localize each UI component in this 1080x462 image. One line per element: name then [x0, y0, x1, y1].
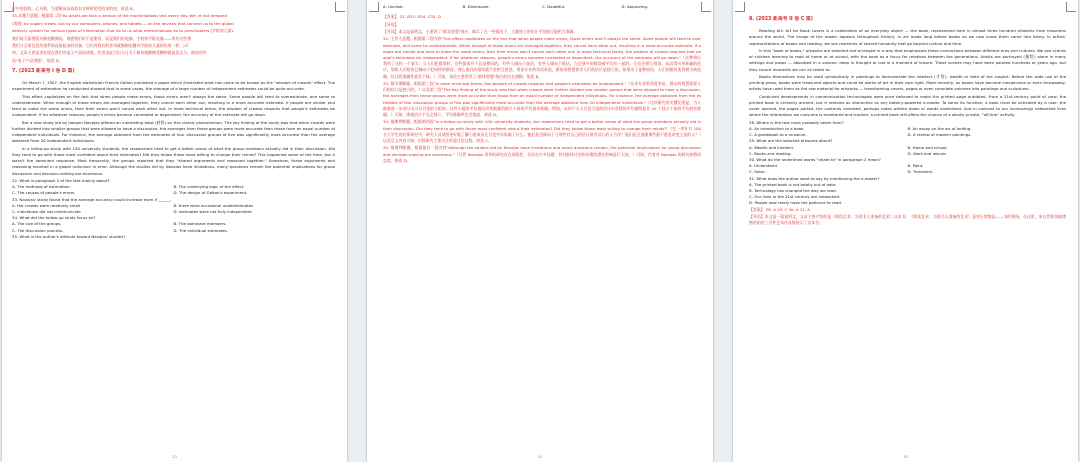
text-line: delivery system for various types of information that do to us what marshmallows do to preschoolers (学龄前儿童). — [12, 28, 235, 34]
crop-mark — [701, 2, 711, 12]
document-page-3 — [733, 0, 1078, 462]
analysis-paragraph: 33. 细节理解题。根据第三段"In more technical terms, the wisdom of crowds requires that people's estimates be independent."（从更专业的角度来说，群众的智慧需要人们的估计是独立的。）以及第三段"The key finding of the study was that when crowds were further divided into smaller groups that were allowed to have a discussion, the averages from these groups were more accurate than those from an equal number of independent individuals. For instance, the average obtained from the estimates of four discussion groups of five was significantly more accurate than the average obtained from 20 independent individuals."（这项研究的关键发现是，当人群被进一步划分为可以讨论的小组时，这些小组的平均值比同等数量的独立个体的平均值更准确。例如，从四个五人讨论小组的估计中获得的平均值明显比 20 个独立个体的平均值更准确。）可知，即使估计不完全独立，平均准确率也会提高，故选 D。 — [383, 80, 703, 117]
option: B. Home and school. — [907, 144, 948, 150]
question-29 — [749, 138, 1066, 157]
option: B. An essay on the art of writing. — [907, 126, 972, 131]
text-line: 我们每天都要面对棉花糖测试。诱惑我们的不是甜食，而是我们的电脑、手机和平板电脑——所有这些将 — [12, 35, 191, 41]
analysis-paragraph: 32. 主旨大意题。根据第二段内容"This effect capitalizes on the fact that when people make errors, those errors aren't always the same. Some people will tend to overestimate, and some to underestimate. When enough of these errors are averaged together, they cancel each other out, resulting in a more accurate estimate. If people are similar and tend to make the same errors, then their errors won't cancel each other out. In more technical terms, the wisdom of crowds requires that people's estimates be independent. If for whatever reasons, people's errors become correlated or dependent, the accuracy of the estimate will go down."（这种效应利用了这样一个事实：当人们犯错误时，这些错误并不总是相同的。有些人倾向于高估，有些人倾向于低估。当足够多的错误被平均在一起时，它们会相互抵消，从而得出更准确的估计。如果人们相似且倾向于犯同样的错误，那么他们的错误就不会相互抵消。用更专业的术语来说，群体的智慧要求人们的估计是独立的。如果出于某种原因，人们的错误变得相关或依赖，估计的准确性就会下降。）可知，本段主要讲述了"群体智慧"效应的内在逻辑，故选 B。 — [383, 36, 701, 79]
answer-key: 【答案】 28. A 29. C 30. A 31. A — [749, 206, 810, 212]
option: A. The printed book is not totally out of date. — [749, 181, 837, 187]
text-line: 我们与全球信息传递系统连接起来的设备，它们对我们的作用就像棉花糖对学龄前儿童的作用一样。)可 — [12, 42, 189, 48]
question-28 — [749, 120, 1066, 139]
option: B. Technology has changed the way we read. — [749, 188, 837, 194]
option: A. The size of the groups. — [12, 221, 62, 227]
passage-paragraph: Books themselves may be used symbolically in paintings to demonstrate the intellect (才智), wealth or faith of the subject. Before the wide use of the printing press, books were treasured objects and could be works of art in their own right. More recently, as books have become inexpensive or even throwaway, artists have used them as the raw material for artworks — transforming covers, pages or even complete volumes into paintings and sculptures. — [749, 74, 1066, 92]
text-line: 知，文章主要是讲在现在我们对电子产品的诱惑，作者由此引出今日关于如何抵御棉花糖和提高意志力，故选项中 — [12, 50, 207, 56]
analysis-paragraph: 【导语】本文是一篇说明文，文章主要介绍的是《阅读艺术：为爱书人准备的艺术》这本书。《阅读艺术：为爱书人准备的艺术》是对日常物品——书的颂扬，在这里，来自世界各地博物馆的近三百件艺术作品都展示了这本书。 — [749, 214, 1066, 226]
analysis-paragraph: 【导读】本文是说明文，主要讲了"群众智慧"效应，揭示了在一些情况下，大量独立的估计平均值可能相当准确。 — [383, 28, 578, 34]
text-line: 选"电子产品诱惑"，故选 D。 — [12, 57, 63, 63]
option: D. estimates were not fully independent — [173, 208, 252, 214]
crop-mark — [369, 2, 379, 12]
option: D. Approving. — [621, 4, 649, 9]
option: C. Seize. — [749, 169, 766, 175]
option: D. People now rarely have the patience to read. — [749, 200, 843, 206]
option: B. Dismissive. — [462, 4, 490, 9]
passage-paragraph: In this "book of books," artworks are selected and arranged in a way that emphasizes these connections between different eras and cultures. We see scenes of children learning to read at home or at school, with the book as a focus for relations between the generations. Adults are portrayed (描绘) alone in many settings and poses — absorbed in a volume, deep in thought or lost in a moment of leisure. These scenes may have been painted hundreds of years ago, but they record moments we can all relate to. — [749, 48, 1066, 72]
option: C. individuals did not communicate — [12, 208, 81, 214]
option: C. The causes of people's errors. — [12, 190, 76, 196]
option: A. An introduction to a book. — [749, 126, 805, 131]
question-text: 34. What did the follow-up study focus on? — [12, 215, 96, 221]
answer-analysis-block — [12, 6, 335, 64]
option: D. Work and leisure. — [907, 150, 947, 156]
document-page-2 — [367, 0, 713, 462]
passage-paragraph: Continued developments in communication technologies were once believed to make the printed page outdated. From a 21st-century point of view, the printed book is certainly ancient, but it remains as interactive as any battery-powered e-reader. To serve its function, a book must be activated by a user: the cover opened, the pages parted, the contents reviewed, perhaps notes written down or words underlined. And in contrast to our increasingly networked lives where the information we consume is monitored and tracked, a printed book still offers the chance of a wholly private, "off-line" activity. — [749, 93, 1066, 118]
page-number: 15 — [903, 454, 908, 459]
option: D. The design of Galton's experiment. — [173, 190, 248, 196]
question-33 — [12, 197, 335, 216]
passage-paragraph: In a follow-up study with 100 university students, the researchers tried to get a better sense of what the group members actually did in their discussion. Did they tend to go with those most confident about their estimates? Did they follow those least willing to change their minds? This happened some of the time, but it wasn't the dominant response. Most frequently, the groups reported that they "shared arguments and reasoned together." Somehow, these arguments and reasoning resulted in a global reduction in error. Although the studies led by Navajas have limitations, many questions remain the potential implications for group discussion and decision-making are enormous. — [12, 145, 335, 176]
page-number: 14 — [537, 454, 543, 459]
page-number: 13 — [172, 454, 177, 459]
option: C. The discussion process. — [12, 227, 64, 233]
crop-mark — [335, 2, 345, 12]
option-row — [383, 4, 701, 10]
option: A. Understand. — [749, 163, 778, 169]
crop-mark — [1066, 2, 1076, 12]
option: D. The individual estimates. — [173, 227, 228, 233]
option: D. Transform. — [907, 169, 934, 175]
question-text: 35. What is the author's attitude toward Navajas' studies? — [12, 233, 126, 239]
analysis-paragraph: 34. 推理判断题。根据第四段"In a follow-up study with 100 university students, the researchers tried to get a better sense of what the group members actually did in their discussion. Did they tend to go with those most confident about their estimates? Did they follow those least willing to change their minds?"（在一项针对 100 名大学生的后续研究中，研究人员试图更好地了解小组成员在讨论中实际做了什么。他们是否倾向于与那些对自己的估计最有信心的人合作？他们是否追随那些最不愿意改变主意的人？）以及后文内容可知，后续研究主要关注的是讨论过程，故选 C。 — [383, 119, 703, 143]
passage-paragraph: This effect capitalizes on the fact that when people make errors, those errors aren't always the same. Some people will tend to overestimate, and some to underestimate. When enough of these errors are averaged together, they cancel each other out, resulting in a more accurate estimate. If people are similar and tend to make the same errors, then their errors won't cancel each other out. In more technical terms, the wisdom of crowds requires that people's estimates be independent. If for whatever reasons, people's errors become correlated or dependent, the accuracy of the estimate will go down. — [12, 93, 335, 118]
option: B. Paint. — [907, 163, 924, 169]
analysis-paragraph: 35. 推理判断题。根据最后一段内容"Although the studies led by Navajas have limitations and many questions remain, the potential implications for group discussion and decision-making are enormous."（尽管 Navajas 领导的研究存在局限性，仍存在许多问题，但对群体讨论和决策的潜在影响是巨大的。）可知，作者对 Navajas 的研究持赞同态度，故选 D。 — [383, 145, 703, 163]
option: C. Our lives in the 21st century are networked. — [749, 194, 841, 200]
crop-mark — [735, 2, 745, 12]
question-text: 31. What does the author want to say by mentioning the e-reader? — [749, 175, 880, 181]
passage-paragraph: On March 7, 1907, the English statistician Francis Galton published a paper which illustrated what has come to be known as the "wisdom of crowds" effect. The experiment of estimation he conducted showed that in some cases, the average of a large number of independent estimates could be quite accurate. — [12, 80, 335, 92]
text-line: (诱惑) by sugary treats, but by our computers, phones, and tablets — all the devices that connect us to the global — [12, 20, 234, 26]
question-32 — [12, 178, 335, 197]
analysis-label: 【导语】 — [383, 21, 399, 27]
question-text: 30. What do the underlined words "relate to" in paragraph 2 mean? — [749, 157, 881, 163]
question-text: 29. What are the selected artworks about? — [749, 138, 833, 144]
answer-key: 【答案】 32. B33. D34. C35. D — [383, 14, 441, 20]
question-31 — [749, 176, 1066, 207]
crop-mark — [4, 2, 14, 12]
question-text: 32. What is paragraph 2 of the text mainly about? — [12, 177, 110, 183]
document-page-1 — [2, 0, 347, 462]
option: A. the crowds were relatively small — [12, 202, 81, 208]
passage-paragraph: But a new study led by Joaquin Navajas offered an interesting twist (转折) on this classic phenomenon. The key finding of the study was that when crowds were further divided into smaller groups that were allowed to have a discussion, the averages from these groups were more accurate than those from an equal number of independent individuals. For instance, the average obtained from the estimates of four discussion groups of five was significantly more accurate than the average obtained from 20 independent individuals. — [12, 119, 335, 144]
option: A. Wealth and intellect. — [749, 144, 795, 150]
text-line: 35.本题大意题。根据第二段"As adults we face a version of the marshmallows test every day. We' re not tempted — [12, 13, 228, 19]
question-34 — [12, 215, 335, 234]
option: B. there were occasional underestimates — [173, 202, 254, 208]
option: C. Books and reading. — [749, 150, 792, 156]
option: B. The dominant members. — [173, 221, 227, 227]
question-text: 33. Navajas' study found that the average accuracy could increase even if ______. — [12, 196, 172, 202]
section-heading: 7. (2023 新高考 I 卷 D 篇) — [12, 68, 75, 74]
question-text: 28. Where is the text most probably taken from? — [749, 119, 844, 125]
text-line: 行中的回的。乙句则，当要顺该该看似有方映所的受的来的由，故选 B。 — [12, 6, 137, 11]
option: A. Unclear. — [383, 4, 404, 9]
option: C. A guidebook to a museum. — [749, 132, 807, 138]
section-heading: 8. (2023 新高考 II 卷 C 篇) — [749, 17, 813, 22]
option: B. The underlying logic of the effect. — [173, 184, 245, 190]
passage-paragraph: Reading Art: Art for Book Lovers is a celebration of an everyday object — the book, represented here in almost three hundred artworks from museums around the world. The image of the reader appears throughout history, in art made long before books as we now know them came into being. In artists' representations of books and reading, we see moments of shared humanity that go beyond culture and time. — [749, 28, 1066, 46]
option: D. A review of modern paintings. — [907, 132, 972, 138]
question-30 — [749, 157, 1066, 176]
option: C. Doubtful. — [542, 4, 566, 9]
option: A. The methods of estimation. — [12, 184, 71, 190]
